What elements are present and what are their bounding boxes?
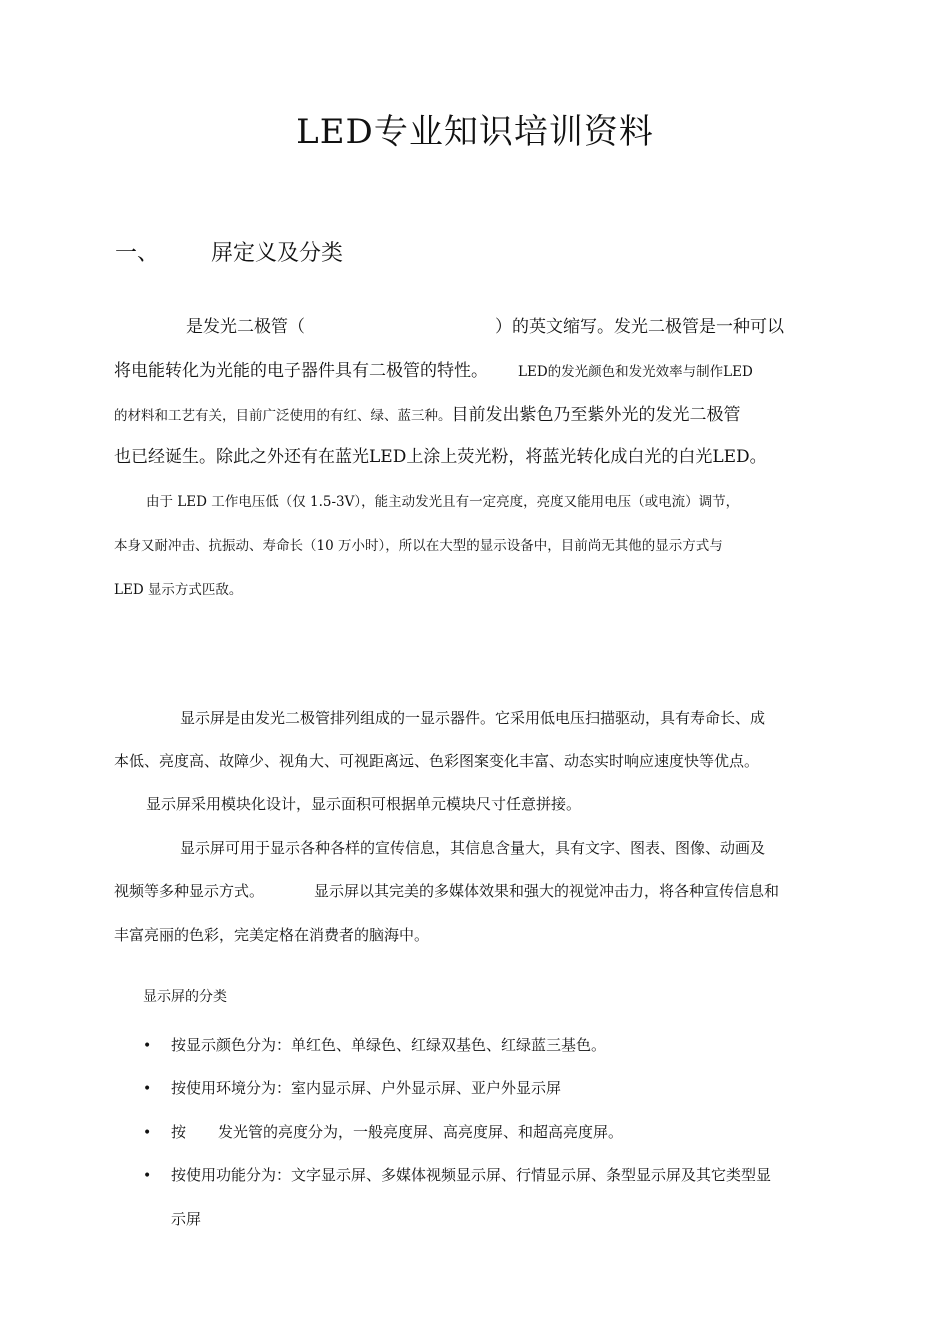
para3-line1: 显示屏是由发光二极管排列组成的一显示器件。它采用低电压扫描驱动，具有寿命长、成 <box>180 709 766 727</box>
para1-text: 将电能转化为光能的电子器件具有二极管的特性。 <box>114 361 488 381</box>
list-item-text: 按 <box>171 1123 187 1141</box>
para1-text: ）的英文缩写。发光二极管是一种可以 <box>495 317 784 337</box>
list-item-continuation: 示屏 <box>171 1210 202 1228</box>
para1-line3 <box>114 400 844 425</box>
para5-line3: 丰富亮丽的色彩，完美定格在消费者的脑海中。 <box>114 926 430 944</box>
para1-line1 <box>114 312 844 337</box>
list-item <box>143 1121 623 1142</box>
list-item <box>143 1164 771 1185</box>
para1-text: 的材料和工艺有关，目前广泛使用的有红、绿、蓝三种。 <box>114 408 452 424</box>
section-heading <box>115 236 343 267</box>
para3-line2: 本低、亮度高、故障少、视角大、可视距离远、色彩图案变化丰富、动态实时响应速度快等优点。 <box>114 752 760 770</box>
para5-text: 显示屏以其完美的多媒体效果和强大的视觉冲击力，将各种宣传信息和 <box>314 882 780 900</box>
para2-line3: LED 显示方式匹敌。 <box>114 582 243 598</box>
para1-line4 <box>114 442 844 467</box>
list-item <box>143 1077 561 1098</box>
bullet-icon: • <box>143 1081 152 1097</box>
para1-text: 目前发出紫色乃至紫外光的发光二极管 <box>451 405 741 425</box>
para5-line2 <box>114 880 844 901</box>
section-number: 一、 <box>115 241 160 266</box>
para1-text: LED的发光颜色和发光效率与制作LED <box>518 364 753 380</box>
para2-line2: 本身又耐冲击、抗振动、寿命长（10 万小时），所以在大型的显示设备中，目前尚无其他的显示方式与 <box>114 538 723 554</box>
para5-line1: 显示屏可用于显示各种各样的宣传信息，其信息含量大，具有文字、图表、图像、动画及 <box>180 839 766 857</box>
para1-text: 是发光二极管（ <box>186 317 305 337</box>
bullet-icon: • <box>143 1038 152 1054</box>
document-title: LED专业知识培训资料 <box>296 112 654 152</box>
section-title: 屏定义及分类 <box>211 241 344 266</box>
list-item-text: 发光管的亮度分为，一般亮度屏、高亮度屏、和超高亮度屏。 <box>218 1123 624 1141</box>
para1-text: 也已经诞生。除此之外还有在蓝光LED上涂上荧光粉，将蓝光转化成白光的白光LED。 <box>114 447 767 467</box>
para5-text: 视频等多种显示方式。 <box>114 882 265 900</box>
list-item-text: 按显示颜色分为：单红色、单绿色、红绿双基色、红绿蓝三基色。 <box>171 1036 607 1054</box>
bullet-icon: • <box>143 1168 152 1184</box>
para1-line2 <box>114 356 844 381</box>
bullet-icon: • <box>143 1125 152 1141</box>
classification-heading: 显示屏的分类 <box>143 989 227 1005</box>
list-item-text: 按使用环境分为：室内显示屏、户外显示屏、亚户外显示屏 <box>171 1079 562 1097</box>
para2-line1: 由于 LED 工作电压低（仅 1.5-3V），能主动发光且有一定亮度，亮度又能用电压（或电流）调节， <box>146 494 740 510</box>
list-item <box>143 1034 606 1055</box>
list-item-text: 按使用功能分为：文字显示屏、多媒体视频显示屏、行情显示屏、条型显示屏及其它类型显 <box>171 1166 772 1184</box>
para4: 显示屏采用模块化设计，显示面积可根据单元模块尺寸任意拼接。 <box>146 795 582 813</box>
